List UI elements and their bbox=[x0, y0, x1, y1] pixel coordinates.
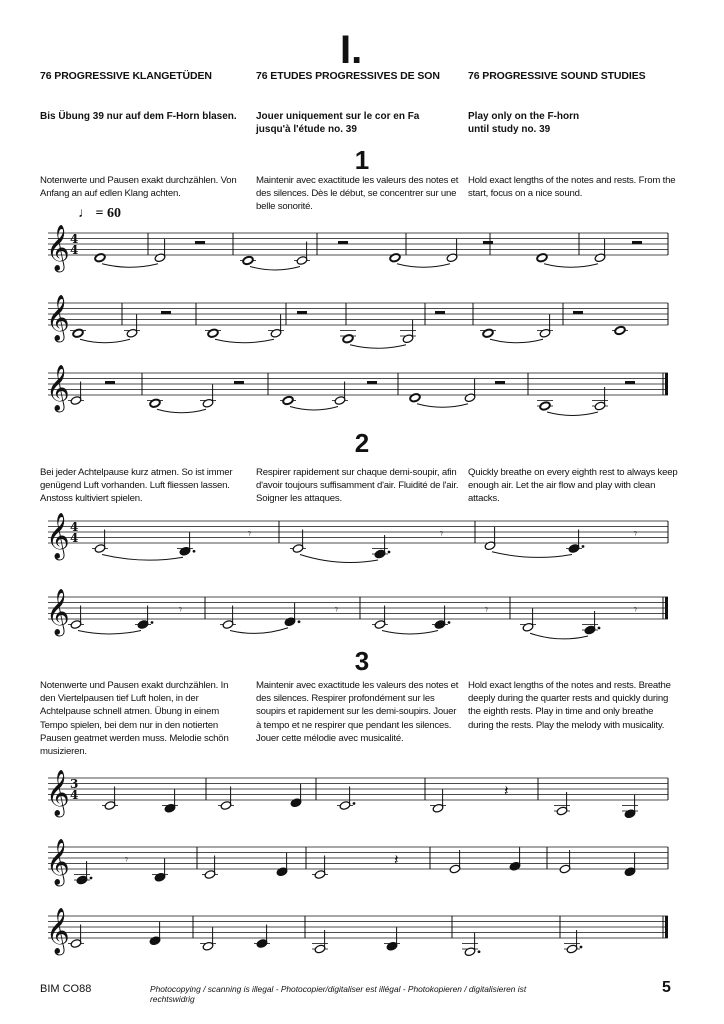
whole-note bbox=[282, 396, 294, 406]
eighth-rest: 𝄾 bbox=[485, 602, 489, 617]
dot bbox=[151, 621, 154, 624]
half-rest bbox=[105, 381, 115, 384]
half-rest bbox=[495, 381, 505, 384]
eighth-rest: 𝄾 bbox=[634, 526, 638, 541]
dot bbox=[353, 802, 356, 805]
treble-clef-icon: 𝄞 bbox=[46, 365, 70, 411]
half-rest bbox=[195, 241, 205, 244]
study-number-2: 2 bbox=[354, 428, 370, 458]
tie bbox=[230, 628, 288, 634]
whole-note bbox=[94, 253, 106, 263]
header-english: 76 PROGRESSIVE SOUND STUDIES bbox=[468, 70, 646, 82]
half-rest bbox=[483, 241, 493, 244]
catalog-code: BIM CO88 bbox=[40, 983, 92, 995]
whole-note bbox=[389, 253, 401, 263]
staff bbox=[0, 567, 724, 647]
whole-note bbox=[207, 328, 219, 338]
study3-text-english: Hold exact lengths of the notes and rests. Breathe deeply during the quarter rests and quickly during the eighth rests. Play in time and only breathe during the rests. Play the melody with musicality. bbox=[468, 680, 671, 731]
header-german: 76 PROGRESSIVE KLANGETÜDEN bbox=[40, 70, 212, 82]
eighth-rest: 𝄾 bbox=[440, 526, 444, 541]
half-rest bbox=[573, 311, 583, 314]
header-french: 76 ETUDES PROGRESSIVES DE SON bbox=[256, 70, 440, 82]
study2-text-english: Quickly breathe on every eighth rest to always keep enough air. Let the air flow and play with clean attacks. bbox=[468, 467, 678, 505]
time-signature-top: 4 bbox=[70, 520, 79, 534]
eighth-rest: 𝄾 bbox=[125, 852, 129, 867]
treble-clef-icon: 𝄞 bbox=[46, 839, 70, 885]
dot bbox=[90, 877, 93, 880]
final-barline bbox=[665, 597, 668, 619]
whole-note bbox=[482, 328, 494, 338]
tie bbox=[397, 264, 450, 268]
final-barline bbox=[665, 916, 668, 938]
tie bbox=[102, 555, 183, 561]
time-signature-bottom: 4 bbox=[70, 788, 79, 802]
tie bbox=[492, 552, 572, 558]
study3-text-french: Maintenir avec exactitude les valeurs des notes et des silences. Respirer profondément sur les soupirs et rapidement sur les demi-soupirs. Jouer à tempo et ne respirer que pendant les silences. Jouer cette mélodie avec musicalité. bbox=[256, 680, 459, 744]
dot bbox=[598, 627, 601, 630]
time-signature-bottom: 4 bbox=[70, 243, 79, 257]
staff bbox=[0, 491, 724, 571]
half-rest bbox=[338, 241, 348, 244]
study1-text-german: Notenwerte und Pausen exakt durchzählen. Von Anfang an auf edlen Klang achten. bbox=[40, 175, 237, 200]
dot bbox=[448, 621, 451, 624]
whole-note bbox=[409, 393, 421, 403]
tie bbox=[547, 412, 598, 416]
whole-note bbox=[72, 328, 84, 338]
quarter-note-icon: ♩ bbox=[78, 206, 92, 221]
tie bbox=[417, 404, 468, 408]
dot bbox=[298, 620, 301, 623]
study2-text-german: Bei jeder Achtelpause kurz atmen. So ist immer genügend Luft vorhanden. Luft fliessen lassen. Anstoss kultiviert spielen. bbox=[40, 467, 233, 505]
tie bbox=[157, 409, 206, 413]
subheader-german: Bis Übung 39 nur auf dem F-Horn blasen. bbox=[40, 111, 237, 122]
whole-note bbox=[614, 326, 626, 336]
half-rest bbox=[161, 311, 171, 314]
time-signature-top: 4 bbox=[70, 232, 79, 246]
copyright-notice: Photocopying / scanning is illegal - Photocopier/digitaliser est illégal - Photokopieren / digitalisieren ist rechtswidrig bbox=[150, 984, 527, 1004]
half-rest bbox=[234, 381, 244, 384]
staff bbox=[0, 273, 724, 353]
dot bbox=[580, 946, 583, 949]
page-number: 5 bbox=[662, 979, 671, 996]
dot bbox=[388, 551, 391, 554]
dot bbox=[193, 550, 196, 553]
study2-text-french: Respirer rapidement sur chaque demi-soupir, afin d'avoir toujours suffisamment d'air. Fluidité de l'air. Soigner les attaques. bbox=[256, 467, 459, 505]
staff bbox=[0, 343, 724, 423]
tie bbox=[290, 407, 338, 411]
final-barline bbox=[665, 373, 668, 395]
tie bbox=[102, 264, 158, 268]
time-signature-bottom: 4 bbox=[70, 531, 79, 545]
quarter-rest: 𝄽 bbox=[394, 851, 399, 870]
eighth-rest: 𝄾 bbox=[335, 602, 339, 617]
study3-text-german: Notenwerte und Pausen exakt durchzählen. In den Viertelpausen tief Luft holen, in der Achtelpause schnell atmen. Übung in einem Tempo spielen, bei dem nur in den notierten Pausen geatmet werden muss. Melodie schön musizieren. bbox=[40, 680, 229, 758]
staff bbox=[0, 886, 724, 966]
study1-text-english: Hold exact lengths of the notes and rests. From the start, focus on a nice sound. bbox=[468, 175, 676, 200]
tie bbox=[250, 267, 300, 271]
whole-note bbox=[536, 253, 548, 263]
half-rest bbox=[297, 311, 307, 314]
eighth-rest: 𝄾 bbox=[248, 526, 252, 541]
staff bbox=[0, 203, 724, 283]
treble-clef-icon: 𝄞 bbox=[46, 225, 70, 271]
staff bbox=[0, 817, 724, 897]
tie bbox=[544, 264, 598, 268]
half-rest bbox=[632, 241, 642, 244]
whole-note bbox=[539, 401, 551, 411]
eighth-rest: 𝄾 bbox=[179, 602, 183, 617]
whole-note bbox=[242, 256, 254, 266]
treble-clef-icon: 𝄞 bbox=[46, 295, 70, 341]
tie bbox=[300, 555, 378, 563]
quarter-rest: 𝄽 bbox=[504, 782, 509, 801]
study1-text-french: Maintenir avec exactitude les valeurs des notes et des silences. Dès le début, se concentrer sur une belle sonorité. bbox=[256, 175, 459, 213]
subheader-french: Jouer uniquement sur le cor en Fa jusqu'à l'étude no. 39 bbox=[256, 111, 420, 135]
treble-clef-icon: 𝄞 bbox=[46, 589, 70, 635]
treble-clef-icon: 𝄞 bbox=[46, 513, 70, 559]
treble-clef-icon: 𝄞 bbox=[46, 770, 70, 816]
tempo-value: = 60 bbox=[95, 206, 121, 221]
tie bbox=[78, 631, 141, 635]
study-number-1: 1 bbox=[354, 145, 370, 175]
subheader-english: Play only on the F-horn until study no. 39 bbox=[468, 111, 580, 135]
tie bbox=[530, 633, 588, 639]
dot bbox=[582, 545, 585, 548]
half-rest bbox=[625, 381, 635, 384]
section-title: I. bbox=[340, 28, 363, 72]
staff bbox=[0, 748, 724, 828]
study-number-3: 3 bbox=[354, 646, 370, 676]
time-signature-top: 3 bbox=[70, 777, 79, 791]
half-rest bbox=[435, 311, 445, 314]
whole-note bbox=[149, 398, 161, 408]
treble-clef-icon: 𝄞 bbox=[46, 908, 70, 954]
eighth-rest: 𝄾 bbox=[634, 602, 638, 617]
tie bbox=[382, 631, 438, 635]
dot bbox=[478, 950, 481, 953]
half-rest bbox=[367, 381, 377, 384]
